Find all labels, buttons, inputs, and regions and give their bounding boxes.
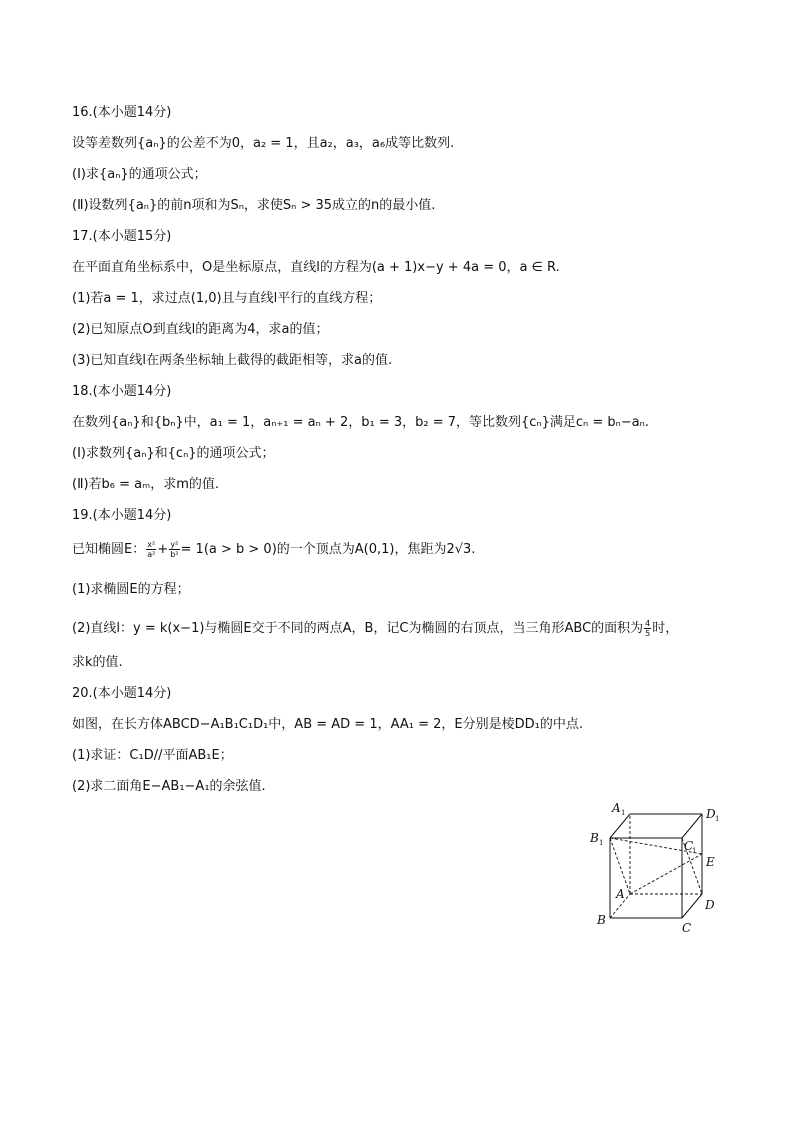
q19-stem-prefix: 已知椭圆E：: [72, 542, 146, 557]
fraction-denominator: b²: [170, 550, 179, 559]
q16-part1: (Ⅰ)求{aₙ}的通项公式；: [72, 167, 207, 182]
fraction-numerator: 4: [645, 619, 651, 628]
segment-AE: [630, 854, 702, 894]
q19-part2: [72, 619, 678, 638]
q19-part2-prefix: (2)直线l：y = k(x−1)与椭圆E交于不同的两点A，B，记C为椭圆的右顶点，当三角形ABC的面积为: [72, 621, 644, 636]
fraction-y2-b2: [169, 540, 179, 559]
q18-part1: (Ⅰ)求数列{aₙ}和{cₙ}的通项公式；: [72, 446, 275, 461]
q19-part1: (1)求椭圆E的方程；: [72, 582, 190, 597]
label-D1: D: [706, 807, 716, 821]
q17-part1: (1)若a = 1，求过点(1,0)且与直线l平行的直线方程；: [72, 291, 382, 306]
q17-part2: (2)已知原点O到直线l的距离为4，求a的值；: [72, 322, 329, 337]
label-C1: C: [684, 839, 694, 853]
label-D1-sub: 1: [715, 815, 720, 823]
q20-part1: (1)求证：C₁D//平面AB₁E；: [72, 748, 233, 763]
edge-B1A1: [610, 814, 630, 838]
label-A1-sub: 1: [621, 809, 626, 817]
fraction-numerator: y²: [170, 540, 179, 549]
q17-stem: 在平面直角坐标系中，O是坐标原点，直线l的方程为(a + 1)x−y + 4a = 0，a ∈ R.: [72, 260, 560, 275]
label-D: D: [705, 898, 715, 912]
fraction-x2-a2: [146, 540, 156, 559]
q19-stem: [72, 540, 475, 559]
q20-part2: (2)求二面角E−AB₁−A₁的余弦值.: [72, 779, 266, 794]
label-B1: B: [590, 831, 599, 845]
q16-heading: 16.(本小题14分): [72, 105, 172, 120]
q18-stem: 在数列{aₙ}和{bₙ}中，a₁ = 1，aₙ₊₁ = aₙ + 2，b₁ = 3，b₂ = 7，等比数列{cₙ}满足cₙ = bₙ−aₙ.: [72, 415, 649, 430]
fraction-4-5: [644, 619, 651, 638]
fraction-numerator: x²: [147, 540, 156, 549]
q19-stem-suffix: = 1(a > b > 0)的一个顶点为A(0,1)，焦距为2√3.: [180, 542, 476, 557]
q17-part3: (3)已知直线l在两条坐标轴上截得的截距相等，求a的值.: [72, 353, 393, 368]
edge-C1D1: [682, 814, 702, 838]
q18-heading: 18.(本小题14分): [72, 384, 172, 399]
plus-sign: +: [157, 542, 169, 557]
edge-CD: [682, 894, 702, 918]
q19-heading: 19.(本小题14分): [72, 508, 172, 523]
fraction-denominator: a²: [147, 550, 156, 559]
label-C1-sub: 1: [692, 847, 697, 855]
label-E: E: [706, 855, 715, 869]
fraction-denominator: 5: [645, 629, 651, 638]
q16-stem: 设等差数列{aₙ}的公差不为0，a₂ = 1，且a₂，a₃，a₆成等比数列.: [72, 136, 455, 151]
q17-heading: 17.(本小题15分): [72, 229, 172, 244]
label-A1: A: [612, 801, 621, 815]
q20-stem: 如图，在长方体ABCD−A₁B₁C₁D₁中，AB = AD = 1，AA₁ = 2，E分别是棱DD₁的中点.: [72, 717, 583, 732]
q20-heading: 20.(本小题14分): [72, 686, 172, 701]
cuboid-figure: [588, 798, 738, 938]
q18-part2: (Ⅱ)若b₆ = aₘ，求m的值.: [72, 477, 220, 492]
q19-part2-suffix: 时，: [652, 621, 679, 636]
label-C: C: [682, 921, 692, 935]
label-B: B: [597, 913, 606, 927]
label-B1-sub: 1: [599, 839, 604, 847]
segment-B1A: [610, 838, 630, 894]
label-A: A: [616, 887, 625, 901]
q16-part2: (Ⅱ)设数列{aₙ}的前n项和为Sₙ，求使Sₙ > 35成立的n的最小值.: [72, 198, 436, 213]
q19-part2-continued: 求k的值.: [72, 655, 123, 670]
